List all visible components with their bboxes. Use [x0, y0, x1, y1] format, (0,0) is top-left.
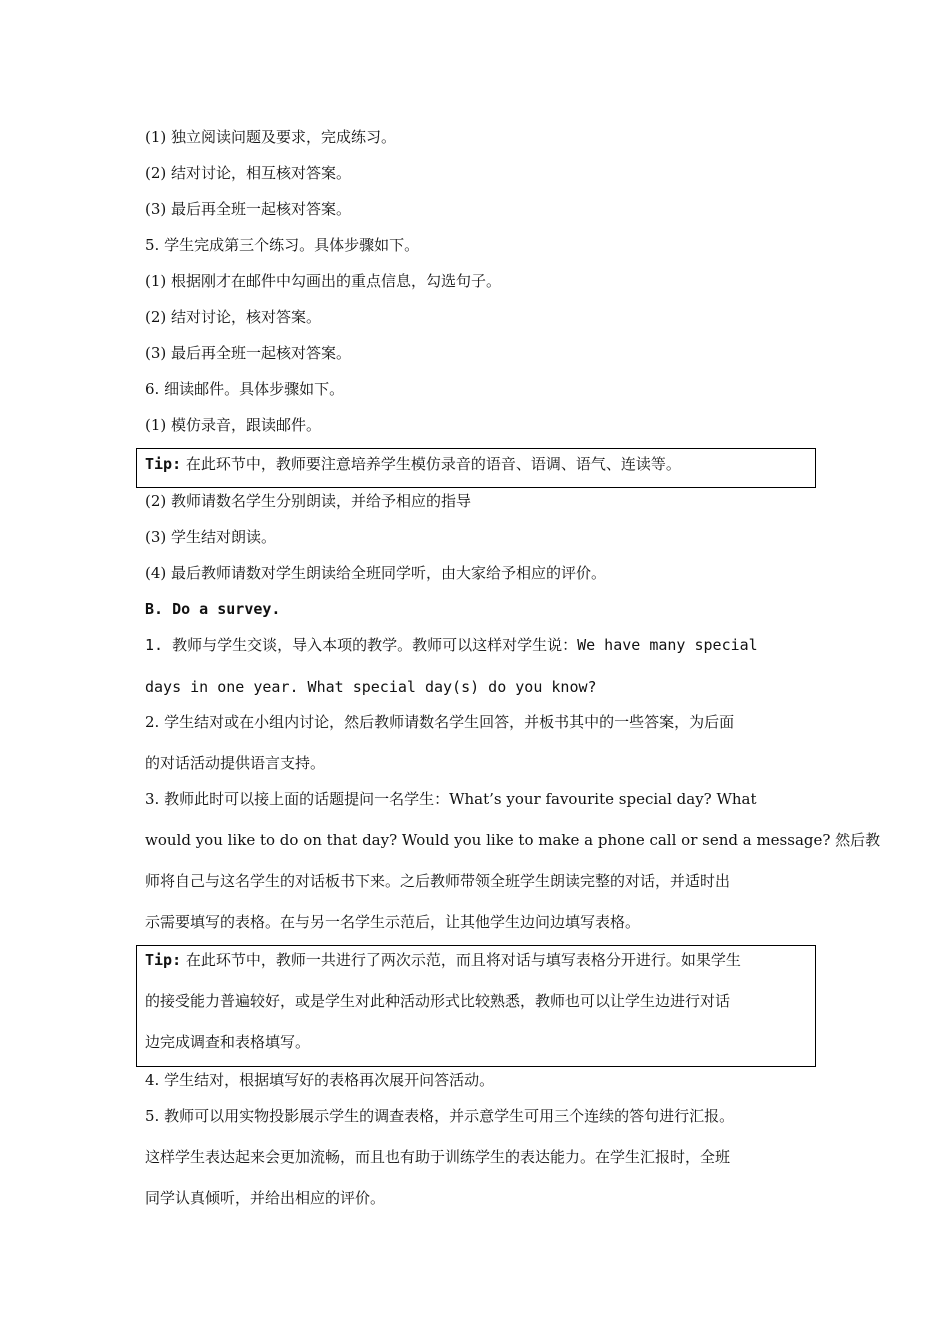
step-3-table: 示需要填写的表格。在与另一名学生示范后，让其他学生边问边填写表格。: [145, 913, 641, 931]
step-1-read: (1) 独立阅读问题及要求，完成练习。: [145, 128, 397, 146]
tip-text-2-line-3: 边完成调查和表格填写。: [145, 1033, 311, 1051]
exercise-5-heading: 5. 学生完成第三个练习。具体步骤如下。: [145, 236, 420, 254]
step-1-intro-cont: days in one year. What special day(s) do you know?: [145, 678, 597, 696]
step-4-pair-qa: 4. 学生结对，根据填写好的表格再次展开问答活动。: [145, 1071, 495, 1089]
step-2-pair-check: (2) 结对讨论，相互核对答案。: [145, 164, 352, 182]
step-1-imitate-recording: (1) 模仿录音，跟读邮件。: [145, 416, 322, 434]
tip-box-1: [136, 448, 816, 488]
tip-content: 在此环节中，教师一共进行了两次示范，而且将对话与填写表格分开进行。如果学生: [185, 951, 741, 969]
tip-text-2-line-2: 的接受能力普遍较好，或是学生对此种活动形式比较熟悉，教师也可以让学生边进行对话: [145, 992, 731, 1010]
tip-box-2: [136, 945, 816, 1067]
step-3-question-cont: would you like to do on that day? Would you like to make a phone call or send a message? 然后教: [145, 831, 881, 849]
tip-text-1: [145, 454, 681, 474]
section-b-heading: B. Do a survey.: [145, 600, 281, 618]
tip-label: Tip:: [145, 455, 182, 473]
step-2-pair-check: (2) 结对讨论，核对答案。: [145, 308, 322, 326]
step-1-tick-sentences: (1) 根据刚才在邮件中勾画出的重点信息，勾选句子。: [145, 272, 502, 290]
step-4-class-evaluation: (4) 最后教师请数对学生朗读给全班同学听，由大家给予相应的评价。: [145, 564, 607, 582]
tip-label: Tip:: [145, 951, 182, 969]
step-2-discussion-cont: 的对话活动提供语言支持。: [145, 754, 326, 772]
tip-text-2-line-1: [145, 950, 741, 970]
step-3-question: 3. 教师此时可以接上面的话题提问一名学生：What’s your favourite special day? What: [145, 790, 757, 808]
step-5-report-end: 同学认真倾听，并给出相应的评价。: [145, 1189, 386, 1207]
tip-content: 在此环节中，教师要注意培养学生模仿录音的语音、语调、语气、连读等。: [185, 455, 681, 473]
step-3-class-check: (3) 最后再全班一起核对答案。: [145, 200, 352, 218]
step-5-report-cont: 这样学生表达起来会更加流畅，而且也有助于训练学生的表达能力。在学生汇报时，全班: [145, 1148, 731, 1166]
step-3-pair-read: (3) 学生结对朗读。: [145, 528, 277, 546]
exercise-6-heading: 6. 细读邮件。具体步骤如下。: [145, 380, 345, 398]
step-2-discussion: 2. 学生结对或在小组内讨论，然后教师请数名学生回答，并板书其中的一些答案，为后面: [145, 713, 735, 731]
step-1-intro: 1. 教师与学生交谈，导入本项的教学。教师可以这样对学生说：We have many special: [145, 636, 758, 654]
step-2-students-read: (2) 教师请数名学生分别朗读，并给予相应的指导: [145, 492, 472, 510]
step-5-report: 5. 教师可以用实物投影展示学生的调查表格，并示意学生可用三个连续的答句进行汇报。: [145, 1107, 735, 1125]
step-3-board: 师将自己与这名学生的对话板书下来。之后教师带领全班学生朗读完整的对话，并适时出: [145, 872, 731, 890]
step-3-class-check: (3) 最后再全班一起核对答案。: [145, 344, 352, 362]
